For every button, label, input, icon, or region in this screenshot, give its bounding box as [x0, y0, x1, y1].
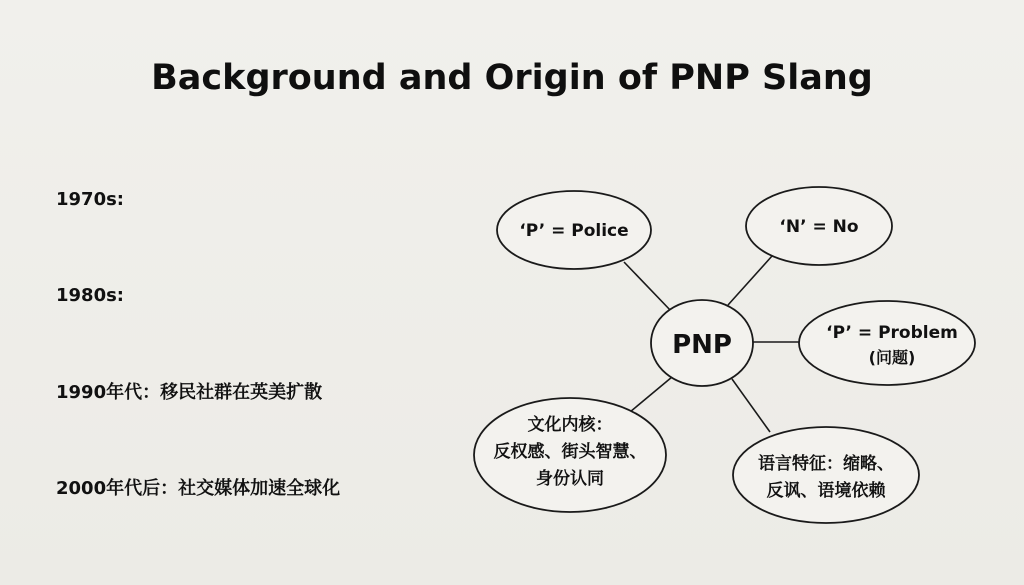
center-node-label: PNP [672, 330, 732, 360]
timeline-item-2000s: 2000年代后：社交媒体加速全球化 [56, 478, 341, 499]
node-no-label: ‘N’ = No [779, 217, 859, 237]
timeline-item-1990s: 1990年代：移民社群在英美扩散 [56, 382, 323, 403]
node-problem [799, 301, 975, 385]
node-culture-line-1: 文化内核： [527, 415, 613, 435]
node-police [497, 191, 651, 269]
connector-culture [630, 377, 672, 412]
center-node [651, 300, 753, 386]
node-language-features [733, 427, 919, 523]
node-police-label: ‘P’ = Police [519, 221, 629, 241]
node-no [746, 187, 892, 265]
node-language-line-1: 语言特征：缩略、 [758, 454, 894, 474]
page-title: Background and Origin of PNP Slang [151, 58, 873, 98]
timeline-item-1970s: 1970s: [56, 189, 125, 210]
node-problem-line-1: ‘P’ = Problem [826, 323, 958, 343]
connector-no [728, 256, 772, 305]
node-culture-core [474, 398, 666, 512]
node-culture-line-3: 身份认同 [536, 469, 604, 489]
connector-language [732, 379, 770, 432]
timeline-item-1980s: 1980s: [56, 285, 125, 306]
connector-police [624, 262, 672, 312]
node-language-line-2: 反讽、语境依赖 [766, 481, 886, 501]
node-problem-line-2: (问题) [868, 348, 916, 367]
node-culture-line-2: 反权感、街头智慧、 [493, 442, 647, 462]
